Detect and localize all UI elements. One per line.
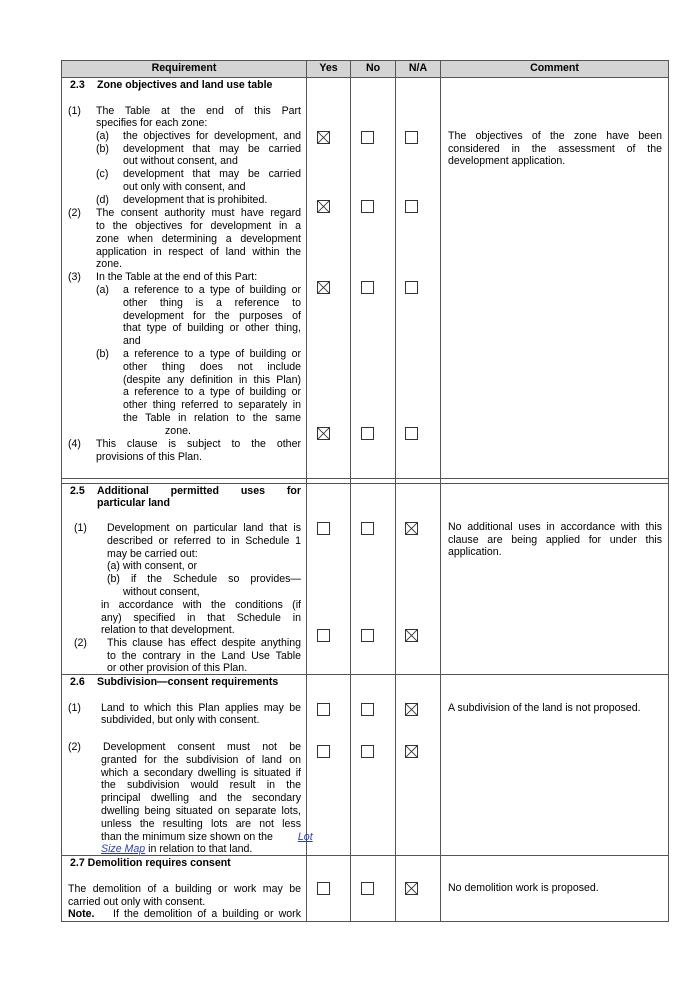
item-label: (b) [96,143,109,155]
na-checkbox[interactable] [405,882,418,895]
section-title: 2.7 Demolition requires consent [70,857,231,869]
item-text: that type of building or other thing, [123,322,301,334]
no-checkbox[interactable] [361,882,374,895]
header-yes: Yes [319,62,338,74]
clause-text: The consent authority must have regard [96,207,301,219]
na-checkbox[interactable] [405,745,418,758]
checked-x-icon [318,132,329,143]
clause-text: may be carried out: [107,548,198,560]
column-divider [395,60,396,922]
clause-number: (2) [68,207,81,219]
header-no: No [365,62,381,74]
na-checkbox[interactable] [405,629,418,642]
clause-text: specifies for each zone: [96,117,208,129]
clause-number: (4) [68,438,81,450]
clause-text: granted for the subdivision of land on [101,754,301,766]
clause-text: Development consent must not be [103,741,301,753]
note-text: If the demolition of a building or work [113,908,301,920]
item-label: (a) [96,284,109,296]
clause-text [101,831,313,844]
clause-text: which a secondary dwelling is situated if [101,767,301,779]
no-checkbox[interactable] [361,522,374,535]
column-divider [306,60,307,922]
clause-text-part: in relation to that land. [145,843,253,855]
clause-text-part: than the minimum size shown on the [101,831,273,843]
checked-x-icon [318,282,329,293]
yes-checkbox[interactable] [317,131,330,144]
clause-text: described or referred to in Schedule 1 [107,535,301,547]
item-label: (d) [96,194,109,206]
clause-text: without consent, [123,586,200,598]
clause-number: (3) [68,271,81,283]
no-checkbox[interactable] [361,427,374,440]
clause-text: This clause is subject to the other [96,438,301,450]
na-checkbox[interactable] [405,131,418,144]
header-comment: Comment [530,62,579,74]
row-divider [61,478,669,479]
na-checkbox[interactable] [405,703,418,716]
item-text: development that is prohibited. [123,194,268,206]
clause-text: unless the resulting lots are not less [101,818,301,830]
clause-number: (1) [68,702,81,714]
clause-text: provisions of this Plan. [96,451,202,463]
clause-text: zone when determining a development [96,233,301,245]
row-divider [61,483,669,484]
section-number: 2.5 [70,485,85,497]
clause-text: In the Table at the end of this Part: [96,271,258,283]
clause-number: (2) [74,637,87,649]
item-text: out only with consent, and [123,181,246,193]
section-title: Additional permitted uses for [97,485,301,497]
checked-x-icon [406,704,417,715]
clause-text [101,843,252,856]
row-divider [61,77,669,78]
yes-checkbox[interactable] [317,200,330,213]
na-checkbox[interactable] [405,427,418,440]
item-text: other thing does not include [123,361,301,373]
item-text: out without consent, and [123,155,238,167]
yes-checkbox[interactable] [317,427,330,440]
section-title: Subdivision—consent requirements [97,676,279,688]
item-text: the objectives for development, and [123,130,301,142]
yes-checkbox[interactable] [317,745,330,758]
no-checkbox[interactable] [361,200,374,213]
section-title: particular land [97,497,170,509]
clause-text: principal dwelling and the secondary [101,792,301,804]
section-number: 2.6 [70,676,85,688]
comment-text: A subdivision of the land is not proposed. [448,702,641,714]
clause-text: This clause has effect despite anything [107,637,301,649]
clause-text: Development on particular land that is [107,522,301,534]
item-text: and [123,335,141,347]
clause-number: (2) [68,741,81,753]
clause-text: zone. [96,258,122,270]
clause-number: (1) [68,105,81,117]
checked-x-icon [406,746,417,757]
comment-text: No demolition work is proposed. [448,882,599,894]
header-requirement: Requirement [151,62,217,74]
item-label: (b) [96,348,109,360]
comment-text: application. [448,546,502,558]
clause-text: application in respect of land within the [96,246,301,258]
item-text: zone. [165,425,191,437]
item-text: other thing referred to separately in [123,399,301,411]
column-divider [440,60,441,922]
item-text: a reference to a type of building or [123,348,301,360]
item-text: a reference to a type of building or [123,284,301,296]
no-checkbox[interactable] [361,703,374,716]
yes-checkbox[interactable] [317,882,330,895]
clause-text: Land to which this Plan applies may be [101,702,301,714]
clause-text: to the contrary in the Land Use Table [107,650,301,662]
comment-text: clause are being applied for under this [448,534,662,546]
checked-x-icon [406,630,417,641]
checked-x-icon [318,201,329,212]
clause-text: to the objectives for development in a [96,220,301,232]
clause-text: dwelling being situated on separate lots, [101,805,301,817]
na-checkbox[interactable] [405,522,418,535]
item-label: (c) [96,168,109,180]
clause-text: or other provision of this Plan. [107,662,248,674]
item-text: the Table in relation to the same [123,412,301,424]
no-checkbox[interactable] [361,745,374,758]
na-checkbox[interactable] [405,200,418,213]
clause-text: any) specified in that Schedule in [101,612,301,624]
no-checkbox[interactable] [361,131,374,144]
lot-size-map-link[interactable]: Lot [297,831,313,843]
comment-text: The objectives of the zone have been [448,130,662,142]
comment-text: considered in the assessment of the [448,143,662,155]
column-divider [350,60,351,922]
comment-text: development application. [448,155,566,167]
yes-checkbox[interactable] [317,629,330,642]
clause-text: the subdivision would result in the [101,779,301,791]
section-title: Zone objectives and land use table [97,79,273,91]
section-number: 2.3 [70,79,85,91]
clause-text: The demolition of a building or work may be [68,883,301,895]
header-na: N/A [408,62,428,74]
no-checkbox[interactable] [361,629,374,642]
item-text: development that may be carried [123,168,301,180]
yes-checkbox[interactable] [317,281,330,294]
checked-x-icon [406,883,417,894]
item-label: (a) [96,130,109,142]
clause-text: in accordance with the conditions (if [101,599,301,611]
note-label: Note. [68,908,95,920]
clause-number: (1) [74,522,87,534]
item-text: other thing is a reference to [123,297,301,309]
checked-x-icon [406,523,417,534]
comment-text: No additional uses in accordance with this [448,521,662,533]
yes-checkbox[interactable] [317,703,330,716]
checked-x-icon [318,428,329,439]
item-text: a reference to a type of building or [123,386,301,398]
lot-size-map-link[interactable]: Size Map [101,843,146,855]
clause-text: The Table at the end of this Part [96,105,301,117]
clause-text: (b) if the Schedule so provides— [107,573,301,585]
clause-text: (a) with consent, or [107,560,198,572]
clause-text: subdivided, but only with consent. [101,714,260,726]
no-checkbox[interactable] [361,281,374,294]
clause-text: carried out only with consent. [68,896,206,908]
item-text: development that may be carried [123,143,301,155]
clause-text: relation to that development. [101,624,235,636]
item-text: (despite any definition in this Plan) [123,374,301,386]
na-checkbox[interactable] [405,281,418,294]
yes-checkbox[interactable] [317,522,330,535]
item-text: development for the purposes of [123,310,301,322]
